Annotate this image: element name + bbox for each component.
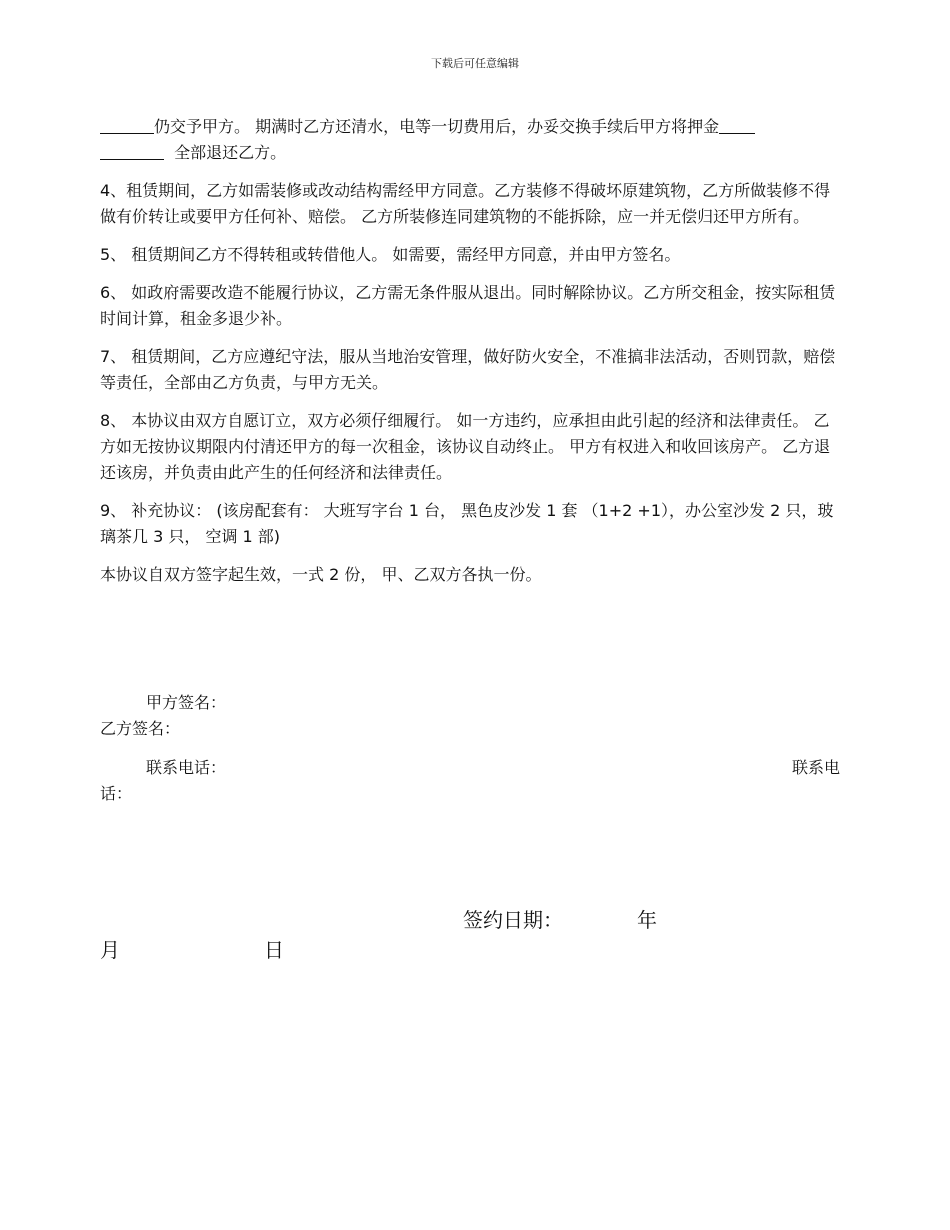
party-a-signature-label: 甲方签名： — [146, 693, 227, 712]
contract-body — [100, 114, 840, 600]
signature-block — [100, 690, 840, 742]
party-b-signature-label: 乙方签名： — [100, 719, 181, 738]
paragraph-deposit-end: 全部退还乙方。 — [174, 143, 287, 162]
signing-date-year: 年 — [637, 908, 657, 932]
clause-8: 8、 本协议由双方自愿订立，双方必须仔细履行。 如一方违约，应承担由此引起的经济和法律责任。 乙方如无按协议期限内付清还甲方的每一次租金，该协议自动终止。 甲方有权进入和收回该房产。 乙方退还该房，并负责由此产生的任何经济和法律责任。 — [100, 411, 831, 482]
clause-9: 9、 补充协议： (该房配套有： 大班写字台 1 台， 黑色皮沙发 1 套 （1+2 +1），办公室沙发 2 只，玻璃茶几 3 只， 空调 1 部) — [100, 501, 834, 546]
clause-7: 7、 租赁期间，乙方应遵纪守法，服从当地治安管理，做好防火安全，不准搞非法活动，否则罚款，赔偿等责任，全部由乙方负责，与甲方无关。 — [100, 347, 836, 392]
effective-clause: 本协议自双方签字起生效，一式 2 份， 甲、乙双方各执一份。 — [100, 565, 542, 584]
document-header: 下载后可任意编辑 — [431, 57, 519, 70]
party-b-phone-label: 联系电 — [791, 758, 840, 777]
blank-line — [719, 117, 755, 134]
blank-line — [100, 143, 164, 160]
party-b-phone-label-wrap: 话： — [100, 784, 133, 803]
clause-5: 5、 租赁期间乙方不得转租或转借他人。 如需要，需经甲方同意，并由甲方签名。 — [100, 245, 681, 264]
signing-date-month: 月 — [100, 938, 120, 962]
clause-4: 4、租赁期间，乙方如需装修或改动结构需经甲方同意。乙方装修不得破坏原建筑物，乙方所做装修不得做有价转让或要甲方任何补、赔偿。 乙方所装修连同建筑物的不能拆除，应一并无偿归还甲方所有。 — [100, 181, 831, 226]
signing-date-label: 签约日期： — [463, 908, 563, 932]
paragraph-deposit-text: 仍交予甲方。 期满时乙方还清水，电等一切费用后，办妥交换手续后甲方将押金 — [154, 117, 720, 136]
clause-6: 6、 如政府需要改造不能履行协议，乙方需无条件服从退出。同时解除协议。乙方所交租金，按实际租赁时间计算，租金多退少补。 — [100, 283, 836, 328]
blank-line — [100, 117, 154, 134]
contact-block — [100, 755, 840, 807]
paragraph-deposit — [100, 114, 840, 166]
party-a-phone-label: 联系电话： — [146, 758, 227, 777]
signing-date-day: 日 — [264, 938, 284, 962]
